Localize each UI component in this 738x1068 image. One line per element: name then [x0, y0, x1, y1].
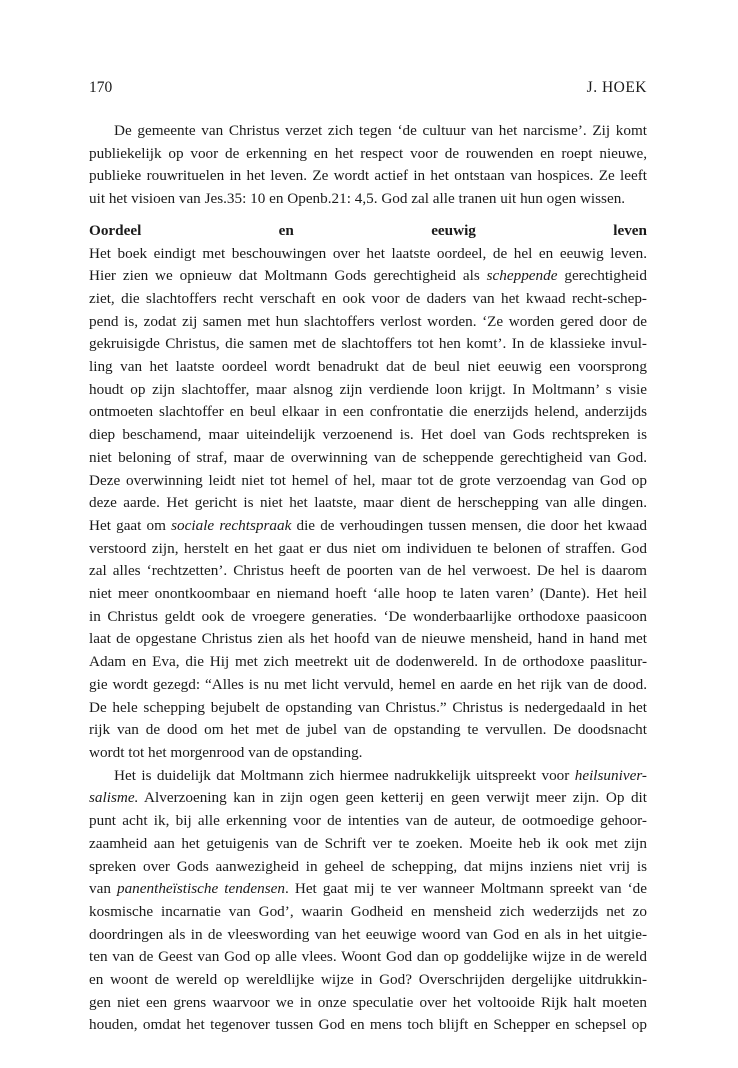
italic-term: sociale rechtspraak	[171, 516, 292, 534]
text-line: Hier zien we opnieuw dat Moltmann Gods gerechtigheid als scheppende gerechtigheid	[89, 267, 647, 285]
text-line: rijk van de dood om het met de jubel van de opstanding te vervullen. De doodsnacht	[89, 721, 647, 739]
text-line: wordt tot het morgenrood van de opstanding.	[89, 743, 363, 761]
text-line: uit het visioen van Jes.35: 10 en Openb.21: 4,5. God zal alle tranen uit hun ogen wissen.	[89, 190, 626, 208]
text-line: laat de opgestane Christus zien als het hoofd van de nieuwe mensheid, hand in hand met	[89, 630, 647, 648]
italic-term: salisme.	[89, 789, 139, 807]
text-line: Het boek eindigt met beschouwingen over het laatste oordeel, de hel en eeuwig leven.	[89, 244, 647, 262]
text-line: van panentheïstische tendensen. Het gaat mij te ver wanneer Moltmann spreekt van ‘de	[89, 880, 647, 898]
section-heading: Oordeel en eeuwig leven	[89, 221, 647, 239]
paragraph-judgement	[89, 243, 647, 765]
body-text	[89, 120, 647, 1037]
italic-term: panentheïstische tendensen	[116, 880, 285, 898]
text-line: pend is, zodat zij samen met hun slachtoffers verlost worden. ‘Ze worden gered door de	[89, 312, 647, 330]
text-line: De gemeente van Christus verzet zich tegen ‘de cultuur van het narcisme’. Zij komt	[114, 122, 647, 139]
text-line: houdt op zijn slachtoffer, maar alsnog zijn verdiende loon krijgt. In Moltmann’ s visie	[89, 380, 647, 398]
text-line: ontmoeten slachtoffer en beul elkaar in een confrontatie die enerzijds helend, anderzijds	[89, 403, 647, 421]
text-line: deze aarde. Het gericht is niet het laatste, maar dient de herschepping van alle dingen.	[89, 494, 647, 512]
text-line: in Christus geldt ook de vroegere generaties. ‘De wonderbaarlijke orthodoxe paasicoon	[89, 607, 647, 625]
text-line: zal alles ‘rechtzetten’. Christus heeft de poorten van de hel verwoest. De hel is daarom	[89, 562, 647, 580]
text-line: houden, omdat het tegenover tussen God en mens toch blijft en Schepper en schepsel op	[89, 1016, 647, 1034]
text-line: Het is duidelijk dat Moltmann zich hiermee nadrukkelijk uitspreekt voor heilsuniver-	[114, 766, 647, 784]
text-line: ten van de Geest van God op alle vlees. Woont God dan op goddelijke wijze in de wereld	[89, 948, 647, 966]
text-line: verstoord zijn, herstelt en het gaat er dus niet om individuen te belonen of straffen. God	[89, 539, 647, 557]
text-line: publieke rouwrituelen in het leven. Ze wordt actief in het ontstaan van hospices. Ze leeft	[89, 167, 647, 185]
text-line: niet beloning of straf, maar de overwinning van de scheppende gerechtigheid van God.	[89, 448, 647, 466]
text-line: zaamheid aan het getuigenis van de Schrift ver te zoeken. Moeite heb ik ook met zijn	[89, 834, 647, 852]
text-line: gekruisigde Christus, die samen met de slachtoffers tot hen komt’. In de klassieke invul-	[89, 335, 647, 353]
text-line: Adam en Eva, die Hij met zich meetrekt uit de dodenwereld. In de orthodoxe paaslitur-	[89, 653, 647, 671]
text-line: publiekelijk op voor de erkenning en het respect voor de rouwenden en roept nieuwe,	[89, 144, 647, 162]
text-line: gen niet een grens waarvoor we in onze speculatie over het voltooide Rijk halt moeten	[89, 993, 647, 1011]
text-line: en woont de wereld op wereldlijke wijze in God? Overschrijden dergelijke uitdrukkin-	[89, 971, 647, 989]
italic-term: heilsuniver-	[574, 766, 647, 784]
text-line: niet meer onontkoombaar en niemand hoeft ‘alle hoop te laten varen’ (Dante). Het heil	[89, 585, 647, 603]
text-line: gie wordt gezegd: “Alles is nu met licht vervuld, hemel en aarde en het rijk van de dood.	[89, 675, 647, 693]
text-line: Het gaat om sociale rechtspraak die de verhoudingen tussen mensen, die door het kwaad	[89, 516, 647, 534]
intro-paragraph	[89, 120, 647, 211]
text-line: Deze overwinning leidt niet tot hemel of hel, maar tot de grote verzoendag van God op	[89, 471, 647, 489]
italic-term: scheppende	[486, 267, 558, 285]
text-line: kosmische incarnatie van God’, waarin Godheid en mensheid zich wederzijds net zo	[89, 902, 647, 920]
text-line: salisme. Alverzoening kan in zijn ogen geen ketterij en geen verwijt meer zijn. Op dit	[89, 789, 647, 807]
running-header	[89, 78, 647, 100]
text-line: ziet, die slachtoffers recht verschaft en ook voor de daders van het kwaad recht-schep-	[89, 289, 647, 307]
text-line: spreken over Gods aanwezigheid in geheel de schepping, dat mijns inziens niet vrij is	[89, 857, 647, 875]
page-number: 170	[89, 79, 113, 96]
text-line: ling van het laatste oordeel wordt benadrukt dat de beul niet eeuwig een voorsprong	[89, 358, 647, 376]
text-line: punt acht ik, bij alle erkenning voor de intenties van de auteur, de ootmoedige gehoor-	[89, 812, 647, 830]
paragraph-critique	[89, 765, 647, 1037]
running-head-author: J. HOEK	[586, 79, 647, 96]
text-line: De hele schepping bejubelt de opstanding van Christus.” Christus is nedergedaald in het	[89, 698, 647, 716]
text-line: diep beschamend, maar uiteindelijk verzoenend is. Het doel van Gods rechtspreken is	[89, 426, 647, 444]
text-line: doordringen als in de vleeswording van het eeuwige woord van God en als in het uitgie-	[89, 925, 647, 943]
